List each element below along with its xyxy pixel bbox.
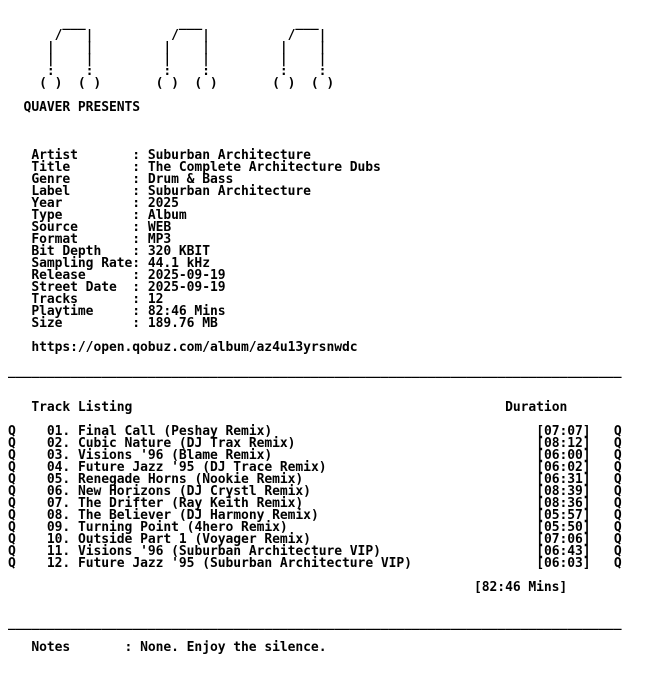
logo-art-line: | | | | | | (8, 52, 350, 67)
side-mark-left: Q (8, 496, 16, 511)
info-value: 2025-09-19 (147, 280, 226, 295)
track-title: Future Jazz '95 (Suburban Architecture VIP) (77, 556, 412, 571)
side-mark-left: Q (8, 424, 16, 439)
side-mark-left: Q (8, 472, 16, 487)
track-number: 01. (46, 424, 71, 439)
album-url-link[interactable]: https://open.qobuz.com/album/az4u13yrsnwdc (31, 340, 358, 355)
total-playtime: [82:46 Mins] (474, 580, 568, 595)
track-duration: [05:50] (536, 520, 591, 535)
track-duration: [07:06] (536, 532, 591, 547)
side-mark-left: Q (8, 448, 16, 463)
track-duration: [06:03] (536, 556, 591, 571)
info-value: Album (147, 208, 187, 223)
info-value: 2025 (147, 196, 179, 211)
info-value: WEB (147, 220, 172, 235)
track-duration: [06:02] (536, 460, 591, 475)
side-mark-right: Q (613, 460, 622, 475)
info-key: Release (31, 268, 86, 283)
info-value: 189.76 MB (147, 316, 218, 331)
track-duration: [05:57] (536, 508, 591, 523)
side-mark-right: Q (613, 532, 622, 547)
side-mark-left: Q (8, 508, 16, 523)
track-title: Cubic Nature (DJ Trax Remix) (77, 436, 296, 451)
track-duration: [08:12] (536, 436, 591, 451)
side-mark-right: Q (613, 436, 622, 451)
duration-heading: Duration (505, 400, 568, 415)
side-mark-left: Q (8, 556, 16, 571)
info-key: Genre (31, 172, 71, 187)
side-mark-right: Q (613, 556, 622, 571)
track-number: 02. (46, 436, 71, 451)
info-value: 12 (147, 292, 164, 307)
info-value: 82:46 Mins (147, 304, 226, 319)
track-number: 03. (46, 448, 71, 463)
side-mark-right: Q (613, 496, 622, 511)
info-value: 44.1 kHz (147, 256, 210, 271)
track-number: 10. (46, 532, 71, 547)
info-key: Title (31, 160, 71, 175)
logo-art-line: / | / | / | (8, 28, 350, 43)
info-value: 320 KBIT (147, 244, 210, 259)
track-title: The Believer (DJ Harmony Remix) (77, 508, 319, 523)
track-number: 07. (46, 496, 71, 511)
info-key: Size (31, 316, 63, 331)
info-value: 2025-09-19 (147, 268, 226, 283)
track-number: 12. (46, 556, 71, 571)
side-mark-right: Q (613, 520, 622, 535)
track-title: Outside Part 1 (Voyager Remix) (77, 532, 311, 547)
separator-line: _______________________________________________________________________________ (8, 364, 622, 379)
track-title: Visions '96 (Blame Remix) (77, 448, 273, 463)
track-number: 08. (46, 508, 71, 523)
track-title: Future Jazz '95 (DJ Trace Remix) (77, 460, 327, 475)
track-duration: [08:36] (536, 496, 591, 511)
track-number: 09. (46, 520, 71, 535)
logo-art-line: ___ ___ ___ (8, 16, 350, 31)
info-value: MP3 (147, 232, 172, 247)
side-mark-left: Q (8, 460, 16, 475)
track-title: Visions '96 (Suburban Architecture VIP) (77, 544, 381, 559)
track-duration: [06:43] (536, 544, 591, 559)
info-key: Playtime (31, 304, 94, 319)
side-mark-right: Q (613, 544, 622, 559)
track-number: 06. (46, 484, 71, 499)
side-mark-right: Q (613, 424, 622, 439)
info-key: Street Date (31, 280, 117, 295)
side-mark-left: Q (8, 544, 16, 559)
info-value: Suburban Architecture (147, 184, 311, 199)
info-key: Sampling Rate (31, 256, 133, 271)
side-mark-left: Q (8, 484, 16, 499)
side-mark-right: Q (613, 448, 622, 463)
info-key: Label (31, 184, 71, 199)
side-mark-left: Q (8, 436, 16, 451)
nfo-text: ___ ___ ___ / | / | / | | | | | | | | | | | | | : : : : : : ( ) ( ) ( ) ( ) ( ) ( ) QUAVER PRESENTS Artist : Suburban Architecture Title : The Complete Architecture Dubs Genre : Drum & Bass Label : Suburban Architecture Year : 2025 Type : Album Source : WEB Format : MP3 Bit Depth : 320 KBIT Sampling Rate: 44.1 kHz Release : 2025-09-19 Street Date : 2025-09-19 Tracks : 12 Playtime : 82:46 Mins Size : 189.76 MB https://open.qobuz.com/album/az4u13yrsnwdc _______________________________________________________________________________ Track Listing Duration Q 01. Final Call (Peshay Remix) [07:07] Q Q 02. Cubic Nature (DJ Trax Remix) [08:12] Q Q 03. Visions '96 (Blame Remix) [06:00] Q Q 04. Future Jazz '95 (DJ Trace Remix) [06:02] Q Q 05. Renegade Horns (Nookie Remix) [06:31] Q Q 06. New Horizons (DJ Crystl Remix) [08:39] Q Q 07. The Drifter (Ray Keith Remix) [08:36] Q Q 08. The Believer (DJ Harmony Remix) [05:57] Q Q 09. Turning Point (4hero Remix) [05:50] Q Q 10. Outside Part 1 (Voyager Remix) [07:06] Q Q 11. Visions '96 (Suburban Architecture VIP) [06:43] Q Q 12. Future Jazz '95 (Suburban Architecture VIP) [06:03] Q [82:46 Mins] _______________________________________________________________________________ Notes : None. Enjoy the silence. (8, 6, 622, 654)
info-value: Drum & Bass (147, 172, 234, 187)
track-duration: [08:39] (536, 484, 591, 499)
logo-art-line: ( ) ( ) ( ) ( ) ( ) ( ) (8, 76, 350, 91)
track-number: 04. (46, 460, 71, 475)
info-key: Type (31, 208, 63, 223)
side-mark-left: Q (8, 532, 16, 547)
track-title: The Drifter (Ray Keith Remix) (77, 496, 304, 511)
info-value: The Complete Architecture Dubs (147, 160, 381, 175)
side-mark-right: Q (613, 472, 622, 487)
info-value: Suburban Architecture (147, 148, 311, 163)
logo-art-line: | | | | | | (8, 40, 350, 55)
side-mark-right: Q (613, 508, 622, 523)
track-duration: [07:07] (536, 424, 591, 439)
track-duration: [06:31] (536, 472, 591, 487)
info-key: Artist (31, 148, 78, 163)
info-key: Tracks (31, 292, 78, 307)
logo-art-line: : : : : : : (8, 64, 350, 79)
track-number: 11. (46, 544, 71, 559)
track-title: Turning Point (4hero Remix) (77, 520, 288, 535)
info-key: Year (31, 196, 63, 211)
presents-label: QUAVER PRESENTS (23, 100, 141, 115)
side-mark-left: Q (8, 520, 16, 535)
track-number: 05. (46, 472, 71, 487)
notes-value: None. Enjoy the silence. (140, 640, 327, 655)
track-title: Final Call (Peshay Remix) (77, 424, 273, 439)
track-listing-heading: Track Listing (31, 400, 133, 415)
track-duration: [06:00] (536, 448, 591, 463)
info-key: Format (31, 232, 78, 247)
track-title: Renegade Horns (Nookie Remix) (77, 472, 304, 487)
info-key: Bit Depth (31, 244, 102, 259)
info-key: Source (31, 220, 78, 235)
separator-line: _______________________________________________________________________________ (8, 616, 622, 631)
notes-key: Notes (31, 640, 71, 655)
track-title: New Horizons (DJ Crystl Remix) (77, 484, 311, 499)
side-mark-right: Q (613, 484, 622, 499)
